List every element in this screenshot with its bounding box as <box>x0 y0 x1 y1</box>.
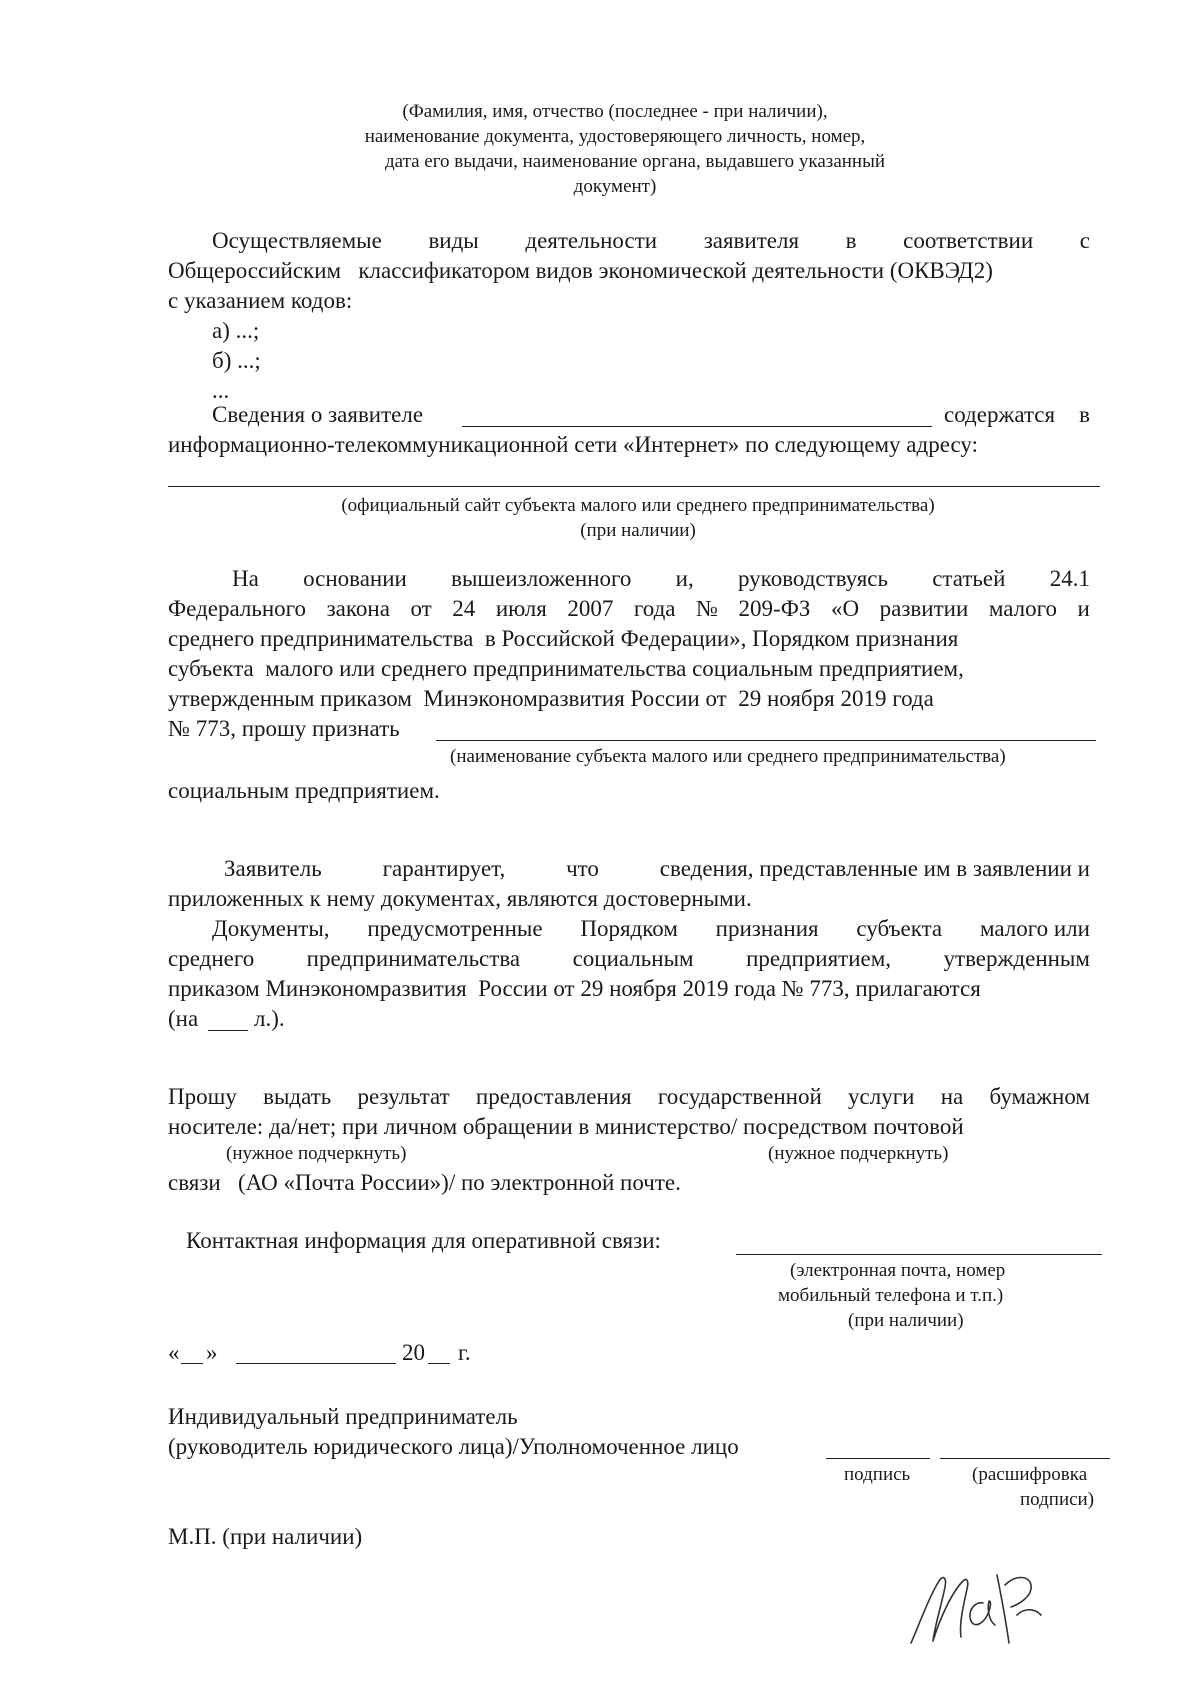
documents-line-3: приказом Минэкономразвития России от 29 ноября 2019 года № 773, прилагаются <box>168 976 981 1001</box>
documents-line-4-a: (на <box>168 1006 199 1031</box>
activities-line-1: Осуществляемые виды деятельности заявителя в соответствии с <box>212 228 1090 253</box>
signatory-line-2: (руководитель юридического лица)/Уполномоченное лицо <box>168 1434 739 1459</box>
guarantee-line-2: приложенных к нему документах, являются достоверными. <box>168 886 752 911</box>
basis-line-1: На основании вышеизложенного и, руководствуясь статьей 24.1 <box>232 566 1090 591</box>
enterprise-name-blank[interactable] <box>436 740 1096 741</box>
header-caption-line-2: наименование документа, удостоверяющего личность, номер, <box>364 126 866 147</box>
signature-decode-caption-2: подписи) <box>1020 1489 1095 1510</box>
website-owner-blank[interactable] <box>462 426 932 427</box>
stamp-note: М.П. (при наличии) <box>168 1524 363 1549</box>
internet-line-2: информационно-телекоммуникационной сети «Интернет» по следующему адресу: <box>168 432 978 457</box>
guarantee-line-1: Заявитель гарантирует, что сведения, представленные им в заявлении и <box>224 856 1090 881</box>
result-line-2: носителе: да/нет; при личном обращении в министерство/ посредством почтовой <box>168 1114 964 1139</box>
signature-blank[interactable] <box>826 1458 930 1459</box>
website-address-blank[interactable] <box>168 486 1100 487</box>
contact-blank[interactable] <box>736 1254 1102 1255</box>
activities-item-more: ... <box>212 378 230 403</box>
date-year-prefix: 20 <box>402 1340 425 1365</box>
documents-line-4-b: л.). <box>254 1006 285 1031</box>
basis-line-7: социальным предприятием. <box>168 778 440 803</box>
sheet-count-blank[interactable] <box>208 1030 248 1031</box>
contact-caption-3: (при наличии) <box>848 1310 964 1331</box>
signature-decode-blank[interactable] <box>940 1458 1110 1459</box>
signatory-line-1: Индивидуальный предприниматель <box>168 1404 518 1429</box>
signature-caption: подпись <box>844 1464 911 1485</box>
activities-line-2: Общероссийским классификатором видов экономической деятельности (ОКВЭД2) <box>168 258 993 283</box>
result-line-1: Прошу выдать результат предоставления государственной услуги на бумажном <box>168 1084 1090 1109</box>
result-caption-right: (нужное подчеркнуть) <box>768 1143 949 1164</box>
date-year-suffix: г. <box>458 1340 471 1365</box>
date-day-blank[interactable] <box>181 1363 203 1364</box>
internet-prefix: Сведения о заявителе <box>212 402 424 427</box>
basis-line-3: среднего предпринимательства в Российской Федерации», Порядком признания <box>168 626 959 651</box>
internet-caption-2: (при наличии) <box>580 520 696 541</box>
result-caption-left: (нужное подчеркнуть) <box>226 1143 407 1164</box>
header-caption-line-4: документ) <box>573 176 657 197</box>
header-caption-line-3: дата его выдачи, наименование органа, выдавшего указанный <box>384 151 886 172</box>
contact-label: Контактная информация для оперативной связи: <box>186 1228 661 1253</box>
date-open-quote: « <box>168 1340 180 1365</box>
date-close-quote: » <box>206 1340 218 1365</box>
documents-line-2: среднего предпринимательства социальным предприятием, утвержденным <box>168 946 1090 971</box>
result-line-3: связи (АО «Почта России»)/ по электронной почте. <box>168 1170 681 1195</box>
documents-line-1: Документы, предусмотренные Порядком признания субъекта малого или <box>212 916 1090 941</box>
basis-line-4: субъекта малого или среднего предпринимательства социальным предприятием, <box>168 656 964 681</box>
contact-caption-1: (электронная почта, номер <box>790 1260 1006 1281</box>
header-caption-line-1: (Фамилия, имя, отчество (последнее - при наличии), <box>402 101 828 122</box>
handwritten-signature <box>905 1545 1055 1655</box>
internet-suffix: содержатся в <box>944 402 1090 427</box>
activities-line-3: с указанием кодов: <box>168 288 353 313</box>
activities-item-b: б) ...; <box>212 348 261 373</box>
basis-line-6: № 773, прошу признать <box>168 716 400 741</box>
date-month-blank[interactable] <box>236 1363 396 1364</box>
contact-caption-2: мобильный телефона и т.п.) <box>778 1285 1004 1306</box>
activities-item-a: а) ...; <box>212 318 260 343</box>
internet-caption-1: (официальный сайт субъекта малого или среднего предпринимательства) <box>341 495 935 516</box>
signature-decode-caption-1: (расшифровка <box>972 1464 1088 1485</box>
basis-line-2: Федерального закона от 24 июля 2007 года № 209-ФЗ «О развитии малого и <box>168 596 1090 621</box>
basis-caption: (наименование субъекта малого или среднего предпринимательства) <box>450 746 1006 767</box>
date-year-blank[interactable] <box>428 1363 450 1364</box>
basis-line-5: утвержденным приказом Минэкономразвития России от 29 ноября 2019 года <box>168 686 934 711</box>
